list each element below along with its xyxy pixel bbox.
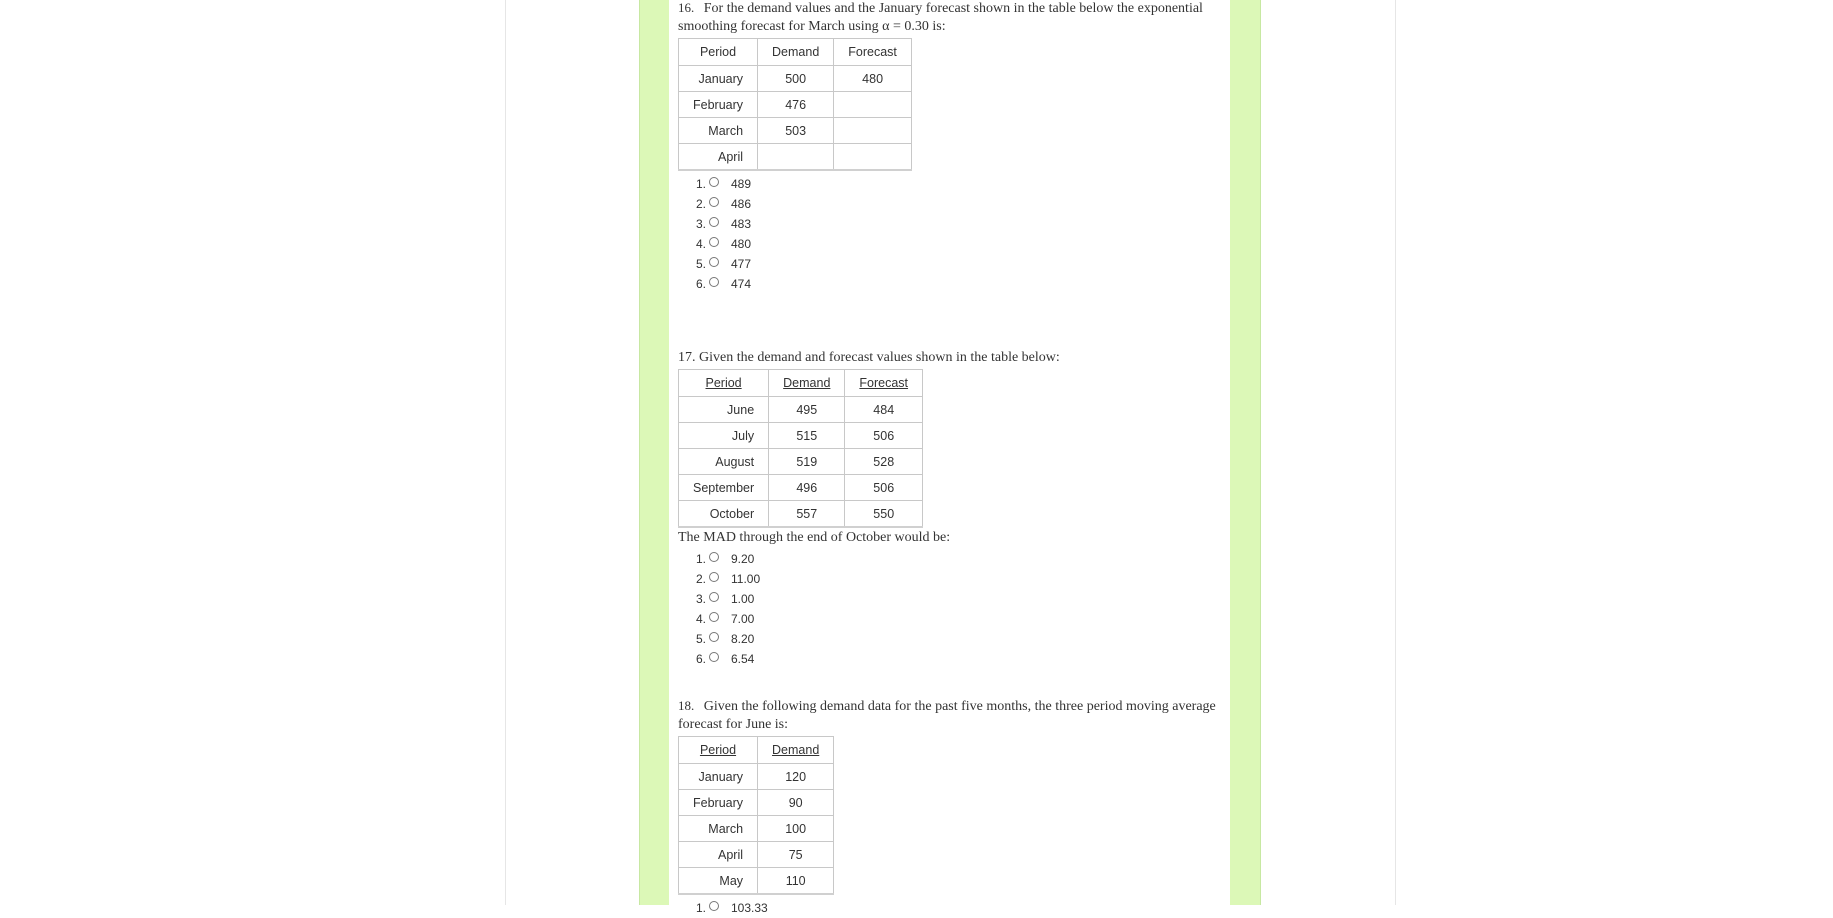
demand-table xyxy=(678,38,912,171)
value-cell xyxy=(834,92,912,118)
period-cell: January xyxy=(679,764,758,790)
period-cell: March xyxy=(679,118,758,144)
answer-choice[interactable] xyxy=(678,194,1218,214)
question-prompt: Given the following demand data for the past five months, the three period moving average forecast for June is: xyxy=(678,699,1216,732)
choice-label: 7.00 xyxy=(731,612,755,626)
value-cell xyxy=(834,118,912,144)
column-header-label: Forecast xyxy=(859,376,909,390)
value-cell: 506 xyxy=(845,475,923,501)
radio-button[interactable] xyxy=(709,612,719,622)
choice-label: 11.00 xyxy=(731,572,761,586)
question-18 xyxy=(678,697,1218,918)
value-cell: 500 xyxy=(758,66,834,92)
choice-label: 9.20 xyxy=(731,552,755,566)
question-followup-text: The MAD through the end of October would be: xyxy=(678,530,951,545)
radio-button[interactable] xyxy=(709,177,719,187)
table-row xyxy=(679,790,834,816)
choice-label: 103.33 xyxy=(731,901,768,915)
choice-label: 1.00 xyxy=(731,592,755,606)
period-cell: April xyxy=(679,144,758,171)
choice-label: 8.20 xyxy=(731,632,755,646)
table-row xyxy=(679,423,923,449)
value-cell: 503 xyxy=(758,118,834,144)
column-header-label: Demand xyxy=(772,743,820,757)
value-cell: 484 xyxy=(845,397,923,423)
answer-choice[interactable] xyxy=(678,254,1218,274)
value-cell: 100 xyxy=(758,816,834,842)
table-row xyxy=(679,475,923,501)
table-row xyxy=(679,449,923,475)
choice-label: 489 xyxy=(731,177,752,191)
period-cell: February xyxy=(679,790,758,816)
value-cell: 495 xyxy=(769,397,845,423)
answer-choice[interactable] xyxy=(678,589,1218,609)
choice-number: 2. xyxy=(695,572,706,586)
radio-button[interactable] xyxy=(709,592,719,602)
value-cell: 557 xyxy=(769,501,845,528)
choice-label: 480 xyxy=(731,237,752,251)
period-cell: October xyxy=(679,501,769,528)
radio-button[interactable] xyxy=(709,552,719,562)
answer-choice[interactable] xyxy=(678,174,1218,194)
answer-choices xyxy=(678,549,1218,669)
column-header-forecast xyxy=(834,39,912,66)
table-row xyxy=(679,868,834,895)
period-cell: May xyxy=(679,868,758,895)
value-cell: 506 xyxy=(845,423,923,449)
table-row xyxy=(679,92,912,118)
column-header-label: Demand xyxy=(783,376,831,390)
question-prompt: For the demand values and the January forecast shown in the table below the exponential smoothing forecast for March using α = 0.30 is: xyxy=(678,1,1203,34)
period-cell: February xyxy=(679,92,758,118)
column-header-demand xyxy=(758,39,834,66)
value-cell xyxy=(758,144,834,171)
table-header-row xyxy=(679,370,923,397)
choice-number: 3. xyxy=(695,217,706,231)
value-cell xyxy=(834,144,912,171)
period-cell: June xyxy=(679,397,769,423)
answer-choice[interactable] xyxy=(678,898,1218,918)
radio-button[interactable] xyxy=(709,572,719,582)
value-cell: 476 xyxy=(758,92,834,118)
table-row xyxy=(679,842,834,868)
period-cell: January xyxy=(679,66,758,92)
choice-label: 6.54 xyxy=(731,652,755,666)
period-cell: August xyxy=(679,449,769,475)
radio-button[interactable] xyxy=(709,652,719,662)
answer-choices xyxy=(678,174,1218,294)
value-cell: 480 xyxy=(834,66,912,92)
table-row xyxy=(679,501,923,528)
period-cell: April xyxy=(679,842,758,868)
choice-label: 486 xyxy=(731,197,752,211)
choice-number: 5. xyxy=(695,257,706,271)
table-row xyxy=(679,144,912,171)
value-cell: 110 xyxy=(758,868,834,895)
question-17-text xyxy=(678,349,1218,367)
value-cell: 120 xyxy=(758,764,834,790)
value-cell: 519 xyxy=(769,449,845,475)
answer-choice[interactable] xyxy=(678,549,1218,569)
question-16 xyxy=(678,0,1218,294)
column-header-demand xyxy=(758,737,834,764)
answer-choice[interactable] xyxy=(678,629,1218,649)
answer-choice[interactable] xyxy=(678,214,1218,234)
table-row xyxy=(679,816,834,842)
choice-number: 4. xyxy=(695,237,706,251)
question-number: 17. xyxy=(678,350,696,365)
choice-label: 483 xyxy=(731,217,752,231)
table-header-row xyxy=(679,39,912,66)
table-row xyxy=(679,397,923,423)
question-16-text xyxy=(678,0,1218,36)
column-header-label: Period xyxy=(705,376,742,390)
question-prompt: Given the demand and forecast values shown in the table below: xyxy=(699,350,1060,365)
table-row xyxy=(679,118,912,144)
radio-button[interactable] xyxy=(709,901,719,911)
choice-number: 6. xyxy=(695,652,706,666)
value-cell: 496 xyxy=(769,475,845,501)
radio-button[interactable] xyxy=(709,197,719,207)
value-cell: 528 xyxy=(845,449,923,475)
column-header-period xyxy=(679,737,758,764)
answer-choice[interactable] xyxy=(678,234,1218,254)
period-cell: July xyxy=(679,423,769,449)
column-header-label: Period xyxy=(699,743,737,757)
value-cell: 550 xyxy=(845,501,923,528)
question-18-text xyxy=(678,697,1218,734)
choice-number: 5. xyxy=(695,632,706,646)
value-cell: 515 xyxy=(769,423,845,449)
answer-choice[interactable] xyxy=(678,649,1218,669)
table-header-row xyxy=(679,737,834,764)
radio-button[interactable] xyxy=(709,257,719,267)
column-header-period xyxy=(679,370,769,397)
radio-button[interactable] xyxy=(709,632,719,642)
table-row xyxy=(679,764,834,790)
column-header-label: Demand xyxy=(772,45,820,59)
answer-choice[interactable] xyxy=(678,569,1218,589)
column-header-label: Period xyxy=(699,45,737,59)
table-row xyxy=(679,66,912,92)
choice-number: 4. xyxy=(695,612,706,626)
choice-number: 2. xyxy=(695,197,706,211)
choice-number: 3. xyxy=(695,592,706,606)
radio-button[interactable] xyxy=(709,217,719,227)
demand-table xyxy=(678,736,834,895)
value-cell: 75 xyxy=(758,842,834,868)
choice-number: 1. xyxy=(695,177,706,191)
column-header-forecast xyxy=(845,370,923,397)
choice-number: 1. xyxy=(695,552,706,566)
answer-choices xyxy=(678,898,1218,918)
value-cell: 90 xyxy=(758,790,834,816)
answer-choice[interactable] xyxy=(678,274,1218,294)
demand-forecast-table xyxy=(678,369,923,528)
radio-button[interactable] xyxy=(709,277,719,287)
column-header-period xyxy=(679,39,758,66)
choice-label: 477 xyxy=(731,257,752,271)
question-number: 18. xyxy=(678,698,695,713)
choice-number: 1. xyxy=(695,901,706,915)
question-number: 16. xyxy=(678,0,695,15)
question-17 xyxy=(678,349,1218,669)
radio-button[interactable] xyxy=(709,237,719,247)
period-cell: September xyxy=(679,475,769,501)
period-cell: March xyxy=(679,816,758,842)
answer-choice[interactable] xyxy=(678,609,1218,629)
column-header-label: Forecast xyxy=(848,45,897,59)
choice-number: 6. xyxy=(695,277,706,291)
column-header-demand xyxy=(769,370,845,397)
choice-label: 474 xyxy=(731,277,752,291)
